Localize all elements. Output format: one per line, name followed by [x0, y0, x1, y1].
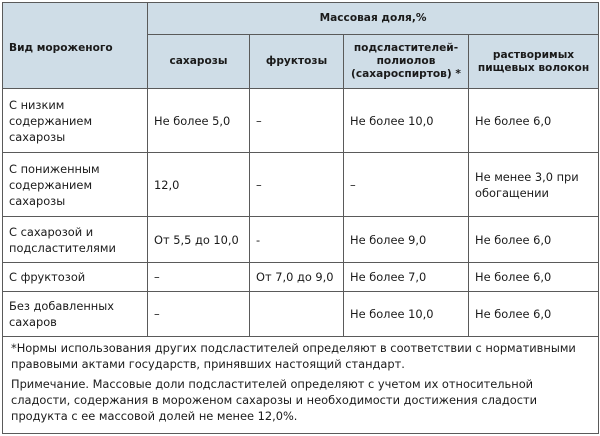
sucrose-header: сахарозы: [148, 35, 250, 89]
table-row: [3, 292, 599, 337]
polyols-cell: Не более 9,0: [344, 217, 469, 263]
fiber-cell: Не более 6,0: [469, 217, 599, 263]
row-kind: С фруктозой: [3, 263, 148, 292]
remark: Примечание. Массовые доли подсластителей определяют с учетом их относительной сладости, содержания в мороженом сахарозы и необходимости достижения сладости продукта с ее массовой долей не менее 12,0%.: [11, 377, 537, 423]
kind-header: Вид мороженого: [3, 3, 148, 89]
fiber-header: растворимых пищевых волокон: [469, 35, 599, 89]
table-row: [3, 89, 599, 153]
row-kind: С сахарозой и подсластителями: [3, 217, 148, 263]
sucrose-cell: –: [148, 292, 250, 337]
notes-cell: [3, 337, 599, 434]
sucrose-cell: –: [148, 263, 250, 292]
polyols-cell: –: [344, 153, 469, 217]
fructose-cell: -: [250, 217, 344, 263]
polyols-cell: Не более 7,0: [344, 263, 469, 292]
fructose-cell: От 7,0 до 9,0: [250, 263, 344, 292]
fiber-cell: Не менее 3,0 при обогащении: [469, 153, 599, 217]
footnote: *Нормы использования других подсластителей определяют в соответствии с нормативными правовыми актами государств, принявших настоящий стандарт.: [11, 341, 576, 371]
notes-row: [3, 337, 599, 434]
table-row: [3, 263, 599, 292]
mass-fraction-header: Массовая доля,%: [148, 3, 599, 35]
polyols-cell: Не более 10,0: [344, 89, 469, 153]
fiber-cell: Не более 6,0: [469, 89, 599, 153]
fructose-cell: –: [250, 153, 344, 217]
sucrose-cell: От 5,5 до 10,0: [148, 217, 250, 263]
sucrose-cell: 12,0: [148, 153, 250, 217]
fructose-cell: –: [250, 89, 344, 153]
fructose-header: фруктозы: [250, 35, 344, 89]
row-kind: С низким содержанием сахарозы: [3, 89, 148, 153]
fiber-cell: Не более 6,0: [469, 292, 599, 337]
table-row: [3, 217, 599, 263]
polyols-header: подсластителей-полиолов (сахароспиртов) *: [344, 35, 469, 89]
polyols-cell: Не более 10,0: [344, 292, 469, 337]
header-row-1: [3, 3, 599, 35]
row-kind: С пониженным содержанием сахарозы: [3, 153, 148, 217]
sucrose-cell: Не более 5,0: [148, 89, 250, 153]
row-kind: Без добавленных сахаров: [3, 292, 148, 337]
fructose-cell: [250, 292, 344, 337]
fiber-cell: Не более 6,0: [469, 263, 599, 292]
ice-cream-mass-fraction-table: [2, 2, 599, 434]
table-row: [3, 153, 599, 217]
